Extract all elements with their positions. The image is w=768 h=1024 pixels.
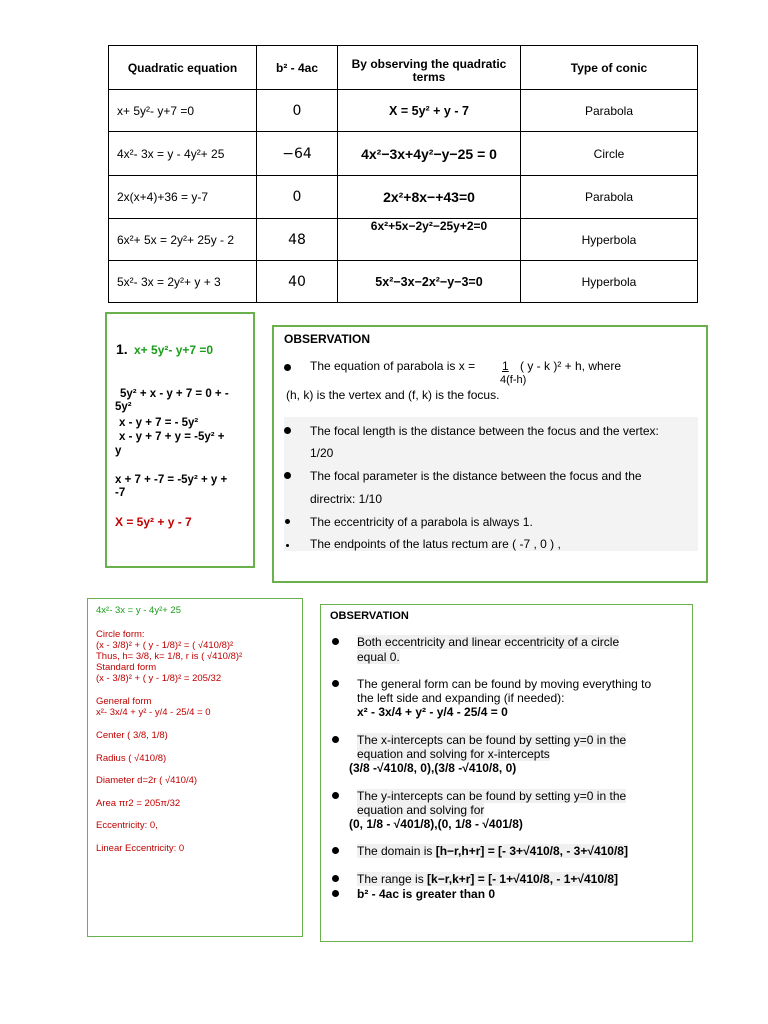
row-equation: 6x²+ 5x = 2y²+ 25y - 2 (109, 219, 257, 261)
focal-length-value: 1/20 (310, 446, 334, 460)
bullet-icon (332, 847, 339, 854)
eccentricity-statement: Both eccentricity and linear eccentricity of a circle (357, 635, 620, 649)
circle-equation-title: 4x²- 3x = y - 4y²+ 25 (96, 605, 182, 616)
center-value: Center ( 3/8, 1/8) (96, 730, 168, 741)
eccentricity-value: Eccentricity: 0, (96, 820, 158, 831)
circle-form-eq: (x - 3/8)² + ( y - 1/8)² = ( √410/8)² (96, 640, 234, 651)
bullet-icon (332, 890, 339, 897)
bullet-icon (332, 875, 339, 882)
parabola-equation-rest: ( y - k )² + h, where (520, 359, 622, 373)
linear-eccentricity-value: Linear Eccentricity: 0 (96, 843, 185, 854)
row-discriminant: 48 (257, 219, 338, 261)
header-observation: By observing the quadratic terms (338, 46, 521, 90)
focal-length: The focal length is the distance between the focus and the vertex: (310, 424, 659, 438)
bullet-icon (284, 427, 291, 434)
x-intercepts-note: The x-intercepts can be found by setting y=0 in the (357, 733, 627, 747)
range-value: [k−r,k+r] = [- 1+√410/8, - 1+√410/8] (427, 872, 619, 886)
diameter-value: Diameter d=2r ( √410/4) (96, 775, 198, 786)
table-row (109, 176, 698, 219)
vertex-focus-note: (h, k) is the vertex and (f, k) is the focus. (286, 388, 500, 402)
bullet-icon (332, 680, 339, 687)
row-equation: x+ 5y²- y+7 =0 (109, 90, 257, 132)
standard-form-eq: (x - 3/8)² + ( y - 1/8)² = 205/32 (96, 673, 222, 684)
bullet-icon (285, 519, 290, 524)
row-conic-type: Circle (521, 132, 698, 176)
observation-heading: OBSERVATION (330, 610, 409, 622)
fraction-denominator: 4(f-h) (500, 374, 527, 386)
row-discriminant: 0 (257, 90, 338, 132)
y-intercepts-note: The y-intercepts can be found by setting y=0 in the (357, 789, 627, 803)
focal-parameter-value: directrix: 1/10 (310, 492, 383, 506)
bullet-icon (286, 544, 289, 547)
eccentricity-statement-cont: equal 0. (357, 650, 400, 664)
x-intercepts-value: (3/8 -√410/8, 0),(3/8 -√410/8, 0) (349, 761, 517, 775)
discriminant-note: b² - 4ac is greater than 0 (357, 887, 496, 901)
header-conic-type: Type of conic (521, 46, 698, 90)
circle-form-label: Circle form: (96, 629, 145, 640)
bullet-icon (332, 792, 339, 799)
row-discriminant: 0 (257, 176, 338, 219)
range-note (357, 872, 618, 886)
table-row (109, 90, 698, 132)
step-4: x + 7 + -7 = -5y² + y + (115, 474, 228, 486)
circle-solution-box (87, 598, 303, 937)
general-form-equation: x² - 3x/4 + y² - y/4 - 25/4 = 0 (357, 705, 508, 719)
step-1-cont: 5y² (115, 401, 132, 413)
x-intercepts-note-cont: equation and solving for x-intercepts (357, 747, 550, 761)
table-row (109, 132, 698, 176)
step-3-cont: y (115, 445, 122, 457)
bullet-icon (284, 364, 291, 371)
general-form-note: The general form can be found by moving everything to (357, 677, 652, 691)
step-1: 5y² + x - y + 7 = 0 + - (120, 388, 229, 400)
bullet-icon (332, 638, 339, 645)
solution-result: X = 5y² + y - 7 (115, 515, 192, 529)
row-conic-type: Parabola (521, 176, 698, 219)
row-discriminant: −64 (257, 132, 338, 176)
observation-heading: OBSERVATION (284, 332, 371, 346)
standard-form-label: Standard form (96, 662, 157, 673)
domain-value: [h−r,h+r] = [- 3+√410/8, - 3+√410/8] (435, 844, 628, 858)
circle-params: Thus, h= 3/8, k= 1/8, r is ( √410/8)² (96, 651, 243, 662)
row-conic-type: Hyperbola (521, 261, 698, 303)
domain-note (357, 844, 628, 858)
step-4-cont: -7 (115, 487, 126, 499)
general-form-eq: x²- 3x/4 + y² - y/4 - 25/4 = 0 (96, 707, 211, 718)
table-row (109, 219, 698, 261)
table-header-row (109, 46, 698, 90)
range-label: The range is (357, 872, 428, 886)
row-discriminant: 40 (257, 261, 338, 303)
row-equation: 5x²- 3x = 2y²+ y + 3 (109, 261, 257, 303)
row-observation: 6x²+5x−2y²−25y+2=0 (338, 219, 521, 261)
circle-observation-box (320, 604, 693, 942)
radius-value: Radius ( √410/8) (96, 753, 167, 764)
solution-title: x+ 5y²- y+7 =0 (134, 343, 214, 357)
general-form-note-cont: the left side and expanding (if needed): (357, 691, 565, 705)
step-2: x - y + 7 = - 5y² (119, 417, 199, 429)
bullet-icon (284, 472, 291, 479)
row-observation: 4x²−3x+4y²−y−25 = 0 (338, 132, 521, 176)
parabola-equation-label: The equation of parabola is x = (310, 359, 476, 373)
parabola-solution-box (105, 312, 255, 568)
parabola-observation-box (272, 325, 708, 583)
focal-parameter: The focal parameter is the distance between the focus and the (310, 469, 642, 483)
header-discriminant: b² - 4ac (257, 46, 338, 90)
table-row (109, 261, 698, 303)
header-quadratic-equation: Quadratic equation (109, 46, 257, 90)
area-value: Area πr2 = 205π/32 (96, 798, 181, 809)
latus-rectum-note: The endpoints of the latus rectum are ( -7 , 0 ) , (310, 537, 561, 551)
row-observation: 2x²+8x−+43=0 (338, 176, 521, 219)
domain-label: The domain is (357, 844, 436, 858)
solution-number: 1. (116, 341, 128, 357)
step-3: x - y + 7 + y = -5y² + (119, 431, 225, 443)
row-conic-type: Parabola (521, 90, 698, 132)
y-intercepts-note-cont: equation and solving for (357, 803, 485, 817)
fraction-numerator: 1 (502, 359, 509, 373)
y-intercepts-value: (0, 1/8 - √401/8),(0, 1/8 - √401/8) (349, 817, 523, 831)
bullet-icon (332, 736, 339, 743)
row-observation: 5x²−3x−2x²−y−3=0 (338, 261, 521, 303)
general-form-label: General form (96, 696, 152, 707)
row-equation: 2x(x+4)+36 = y-7 (109, 176, 257, 219)
row-observation: X = 5y² + y - 7 (338, 90, 521, 132)
eccentricity-note: The eccentricity of a parabola is always 1. (310, 515, 533, 529)
row-equation: 4x²- 3x = y - 4y²+ 25 (109, 132, 257, 176)
row-conic-type: Hyperbola (521, 219, 698, 261)
conic-table (108, 45, 698, 303)
